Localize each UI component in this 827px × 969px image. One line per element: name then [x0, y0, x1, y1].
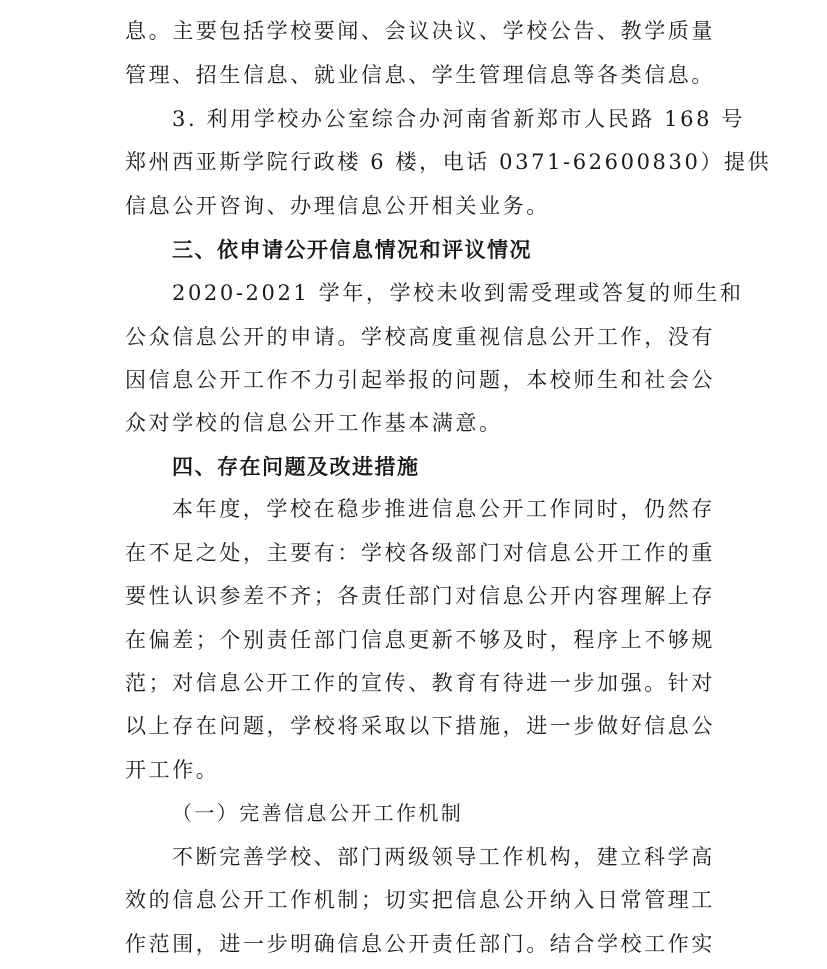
text-line: 3. 利用学校办公室综合办河南省新郑市人民路 168 号 [172, 107, 745, 131]
text-line: 因信息公开工作不力引起举报的问题，本校师生和社会公 [125, 368, 715, 392]
section-heading-3: 三、依申请公开信息情况和评议情况 [172, 238, 532, 262]
text-line: 作范围，进一步明确信息公开责任部门。结合学校工作实 [125, 932, 715, 956]
text-line: 在偏差；个别责任部门信息更新不够及时，程序上不够规 [125, 628, 715, 652]
text-line: 在不足之处，主要有：学校各级部门对信息公开工作的重 [125, 541, 715, 565]
text-line: 管理、招生信息、就业信息、学生管理信息等各类信息。 [125, 63, 715, 87]
subsection-heading-1: （一）完善信息公开工作机制 [172, 801, 464, 825]
text-line: 要性认识参差不齐；各责任部门对信息公开内容理解上存 [125, 584, 715, 608]
text-line: 以上存在问题，学校将采取以下措施，进一步做好信息公 [125, 714, 715, 738]
text-line: 本年度，学校在稳步推进信息公开工作同时，仍然存 [172, 497, 715, 521]
text-line: 信息公开咨询、办理信息公开相关业务。 [125, 194, 550, 218]
text-line: 息。主要包括学校要闻、会议决议、学校公告、教学质量 [125, 19, 715, 43]
text-line: 开工作。 [125, 758, 220, 782]
text-line: 范；对信息公开工作的宣传、教育有待进一步加强。针对 [125, 671, 715, 695]
text-line: 不断完善学校、部门两级领导工作机构，建立科学高 [172, 845, 715, 869]
text-line: 效的信息公开工作机制；切实把信息公开纳入日常管理工 [125, 888, 715, 912]
text-line: 2020-2021 学年，学校未收到需受理或答复的师生和 [172, 281, 744, 305]
text-line: 郑州西亚斯学院行政楼 6 楼，电话 0371-62600830）提供 [125, 150, 772, 174]
text-line: 公众信息公开的申请。学校高度重视信息公开工作，没有 [125, 325, 715, 349]
section-heading-4: 四、存在问题及改进措施 [172, 455, 420, 479]
text-line: 众对学校的信息公开工作基本满意。 [125, 411, 503, 435]
